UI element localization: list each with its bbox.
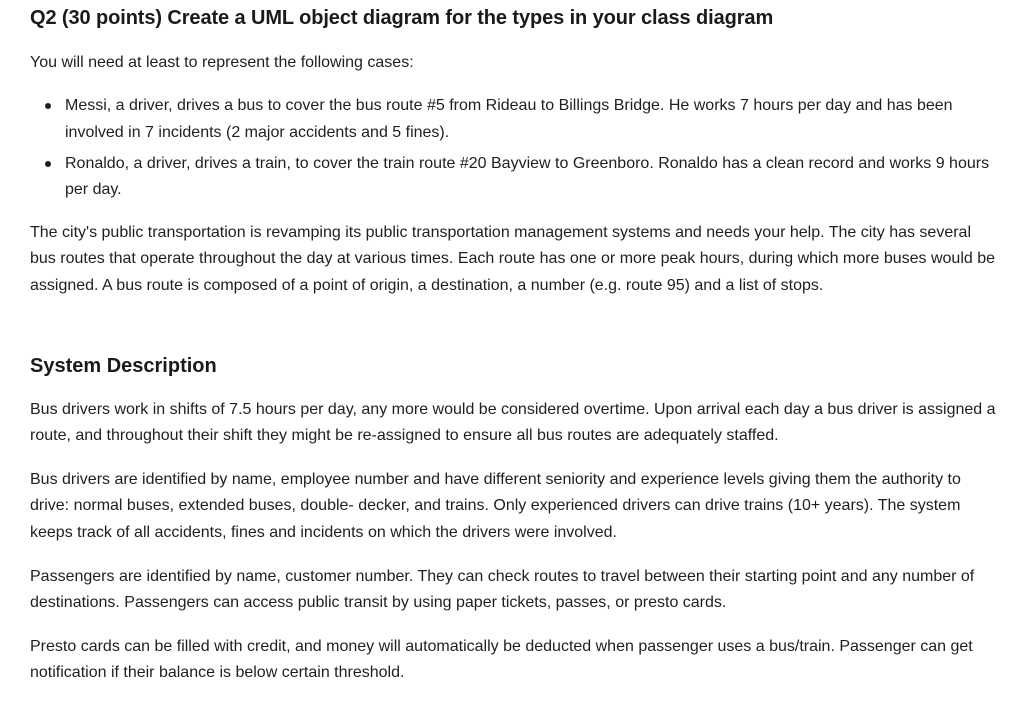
description-paragraph-drivers: Bus drivers are identified by name, employee number and have different seniority and experience levels giving them the authority to drive: normal buses, extended buses, double- decker, and trains. Only experienced drivers can drive trains (10+ years). The system keeps track of all accidents, fines and incidents on which the drivers were involved. xyxy=(30,471,961,541)
description-paragraph-presto: Presto cards can be filled with credit, and money will automatically be deducted when passenger uses a bus/train. Passenger can get notification if their balance is below certain threshold. xyxy=(30,638,973,682)
section-heading: System Description xyxy=(30,355,217,377)
description-paragraph-passengers: Passengers are identified by name, customer number. They can check routes to travel between their starting point and any number of destinations. Passengers can access public transit by using paper tickets, passes, or presto cards. xyxy=(30,568,975,612)
description-paragraph-shifts: Bus drivers work in shifts of 7.5 hours per day, any more would be considered overtime. Upon arrival each day a bus driver is assigned a route, and throughout their shift they might be re-assigned to ensure all bus routes are adequately staffed. xyxy=(30,401,996,445)
case-text: Ronaldo, a driver, drives a train, to cover the train route #20 Bayview to Greenboro. Ronaldo has a clean record and works 9 hours per day. xyxy=(65,154,990,198)
question-title: Q2 (30 points) Create a UML object diagram for the types in your class diagram xyxy=(30,7,774,29)
bullet-icon xyxy=(45,103,51,109)
case-text: Messi, a driver, drives a bus to cover the bus route #5 from Rideau to Billings Bridge. He works 7 hours per day and has been involved in 7 incidents (2 major accidents and 5 fines). xyxy=(65,97,953,141)
list-item xyxy=(30,93,998,146)
list-item xyxy=(30,151,998,204)
context-paragraph: The city's public transportation is revamping its public transportation management systems and needs your help. The city has several bus routes that operate throughout the day at various times. Each route has one or more peak hours, during which more buses would be assigned. A bus route is composed of a point of origin, a destination, a number (e.g. route 95) and a list of stops. xyxy=(30,224,996,294)
bullet-icon xyxy=(45,161,51,167)
cases-list xyxy=(30,93,998,208)
question-intro: You will need at least to represent the following cases: xyxy=(30,54,414,71)
